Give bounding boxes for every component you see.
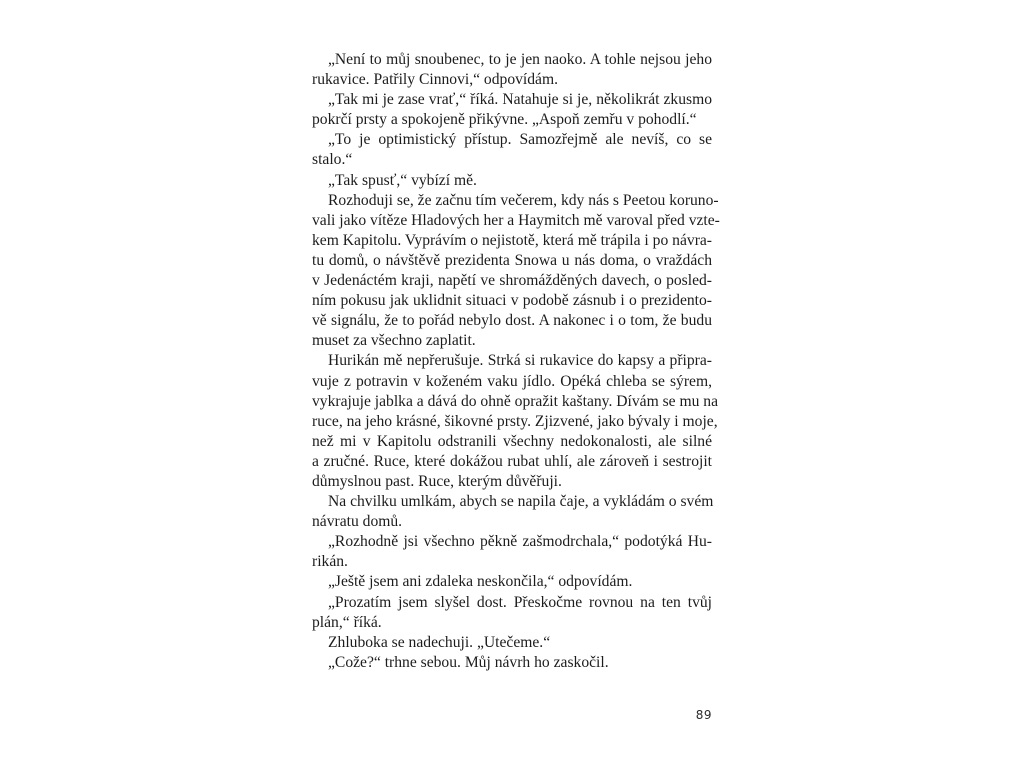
text-line: ruce, na jeho krásné, šikovné prsty. Zjizvené, jako bývaly i moje,	[312, 412, 718, 430]
text-line: Rozhoduji se, že začnu tím večerem, kdy nás s Peetou koruno-	[328, 191, 719, 209]
text-line: „Tak spusť,“ vybízí mě.	[328, 171, 477, 189]
text-line: „To je optimistický přístup. Samozřejmě ale nevíš, co se	[328, 131, 712, 149]
text-line: Zhluboka se nadechuji. „Utečeme.“	[328, 633, 551, 651]
text-line: „Tak mi je zase vrať,“ říká. Natahuje si je, několikrát zkusmo	[328, 91, 712, 109]
text-line: návratu domů.	[312, 513, 403, 531]
text-line: „Není to můj snoubenec, to je jen naoko. A tohle nejsou jeho	[328, 51, 712, 68]
text-line: ním pokusu jak uklidnit situaci v podobě zásnub i o prezidento-	[312, 292, 712, 310]
text-line: vě signálu, že to pořád nebylo dost. A nakonec i o tom, že budu	[312, 312, 712, 330]
text-line: vali jako vítěze Hladových her a Haymitch mě varoval před vzte-	[312, 211, 720, 229]
text-line: v Jedenáctém kraji, napětí ve shromážděných davech, o posled-	[312, 272, 712, 290]
text-line: důmyslnou past. Ruce, kterým důvěřuji.	[312, 472, 562, 490]
text-line: Hurikán mě nepřerušuje. Strká si rukavice do kapsy a připra-	[328, 352, 712, 370]
text-line: Na chvilku umlkám, abych se napila čaje, a vykládám o svém	[328, 493, 714, 511]
text-line: muset za všechno zaplatit.	[312, 332, 476, 350]
text-line: kem Kapitolu. Vyprávím o nejistotě, která mě trápila i po návra-	[312, 231, 712, 249]
text-line: „Cože?“ trhne sebou. Můj návrh ho zaskočil.	[328, 653, 609, 671]
text-line: a zručné. Ruce, které dokážou rubat uhlí, ale zároveň i sestrojit	[312, 452, 712, 470]
body-text	[312, 50, 720, 673]
text-line: tu domů, o návštěvě prezidenta Snowa u nás doma, o vraždách	[312, 251, 712, 269]
text-line: stalo.“	[312, 151, 353, 169]
text-line: rukavice. Patřily Cinnovi,“ odpovídám.	[312, 71, 558, 89]
text-line: vuje z potravin v koženém vaku jídlo. Opéká chleba se sýrem,	[312, 372, 712, 390]
text-line: vykrajuje jablka a dává do ohně opražit kaštany. Dívám se mu na	[312, 392, 719, 410]
text-line: plán,“ říká.	[312, 613, 382, 631]
text-line: pokrčí prsty a spokojeně přikývne. „Aspoň zemřu v pohodlí.“	[312, 111, 697, 129]
text-line: rikán.	[312, 553, 348, 571]
text-line: než mi v Kapitolu odstranili všechny nedokonalosti, ale silné	[312, 432, 712, 450]
page-number: 89	[695, 708, 712, 722]
text-line: „Rozhodně jsi všechno pěkně zašmodrchala,“ podotýká Hu-	[328, 533, 712, 551]
text-line: „Ještě jsem ani zdaleka neskončila,“ odpovídám.	[328, 573, 633, 591]
text-line: „Prozatím jsem slyšel dost. Přeskočme rovnou na ten tvůj	[328, 593, 712, 611]
